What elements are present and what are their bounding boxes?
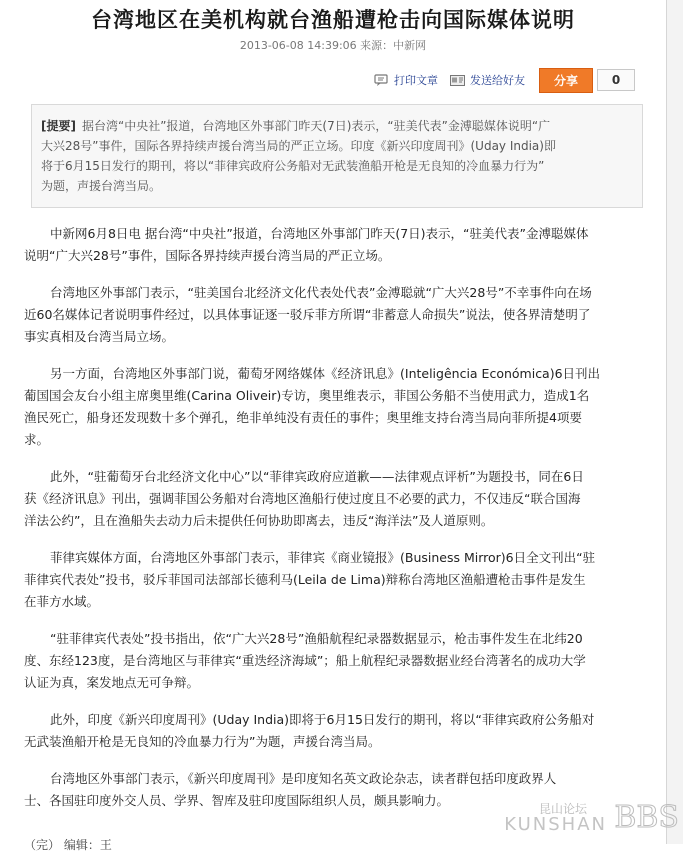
paragraph-line: 菲律宾媒体方面，台湾地区外事部门表示，菲律宾《商业镜报》(Business Mirror)6日全文刊出“驻 [50,550,596,565]
article-footer-line: （完） 编辑：王 [24,838,112,852]
paragraph-line: 台湾地区外事部门表示，“驻美国台北经济文化代表处代表”金溥聪就“广大兴28号”不幸事件向在场 [50,285,592,300]
chat-icon [372,73,390,87]
envelope-icon [448,73,466,87]
paragraph-line: 此外，印度《新兴印度周刊》(Uday India)即将于6月15日发行的期刊，将以“菲律宾政府公务船对 [50,712,595,727]
paragraph-line: 获《经济讯息》刊出，强调菲国公务船对台湾地区渔船行使过度且不必要的武力，不仅违反“联合国海 [24,491,581,506]
article-body [24,223,654,827]
watermark-en: KUNSHAN [504,814,607,835]
article-paragraph [24,363,654,451]
article-title: 台湾地区在美机构就台渔船遭枪击向国际媒体说明 [91,8,575,32]
paragraph-line: 求。 [24,432,50,447]
watermark-cn: 昆山论坛 [538,802,587,816]
watermark-bbs: BBS [614,800,679,835]
paragraph-line: 菲律宾代表处”投书，驳斥菲国司法部部长德利马(Leila de Lima)辩称台湾地区渔船遭枪击事件是发生 [24,572,586,587]
paragraph-line: 另一方面，台湾地区外事部门说，葡萄牙网络媒体《经济讯息》(Inteligência Económica)6日刊出 [50,366,601,381]
forum-watermark [483,798,683,838]
article-paragraph [24,547,654,613]
paragraph-line: “驻菲律宾代表处”投书指出，依“广大兴28号”渔船航程纪录器数据显示，枪击事件发生在北纬20 [50,631,583,646]
article-meta: 2013-06-08 14:39:06 来源：中新网 [239,39,427,52]
article-paragraph [24,223,654,267]
paragraph-line: 度、东经123度，是台湾地区与菲律宾“重迭经济海域”；船上航程纪录器数据业经台湾著名的成功大学 [24,653,586,668]
share-button[interactable]: 分享 [539,68,593,93]
paragraph-line: 无武装渔船开枪是无良知的冷血暴力行为”为题，声援台湾当局。 [24,734,381,749]
summary-line: 大兴28号”事件，国际各界持续声援台湾当局的严正立场。印度《新兴印度周刊》(Uday India)即 [41,139,556,153]
scrollbar-track[interactable] [666,0,683,844]
article-paragraph [24,709,654,753]
paragraph-line: 台湾地区外事部门表示，《新兴印度周刊》是印度知名英文政论杂志，读者群包括印度政界人 [50,771,557,786]
paragraph-line: 洋法公约”，且在渔船失去动力后未提供任何协助即离去，违反“海洋法”及人道原则。 [24,513,494,528]
paragraph-line: 认证为真，案发地点无可争辩。 [24,675,200,690]
paragraph-line: 说明“广大兴28号”事件，国际各界持续声援台湾当局的严正立场。 [24,248,391,263]
article-paragraph [24,628,654,694]
paragraph-line: 近60名媒体记者说明事件经过，以具体事证逐一驳斥菲方所谓“非蓄意人命损失”说法，使各界清楚明了 [24,307,591,322]
article-toolbar [372,68,635,92]
print-article-link[interactable]: 打印文章 [394,74,438,87]
paragraph-line: 渔民死亡，船身还发现数十多个弹孔，绝非单纯没有责任的事件；奥里维支持台湾当局向菲所提4项要 [24,410,582,425]
article-paragraph [24,282,654,348]
summary-tag: [提要] [41,119,76,133]
summary-line: 据台湾“中央社”报道，台湾地区外事部门昨天(7日)表示，“驻美代表”金溥聪媒体说明“广 [81,119,551,133]
paragraph-line: 事实真相及台湾当局立场。 [24,329,175,344]
paragraph-line: 在菲方水域。 [24,594,100,609]
paragraph-line: 葡国国会友台小组主席奥里维(Carina Oliveir)专访，奥里维表示，菲国公务船不当使用武力，造成1名 [24,388,590,403]
summary-line: 将于6月15日发行的期刊，将以“菲律宾政府公务船对无武装渔船开枪是无良知的冷血暴力行为” [41,159,545,173]
summary-line: 为题，声援台湾当局。 [41,179,162,193]
paragraph-line: 中新网6月8日电 据台湾“中央社”报道，台湾地区外事部门昨天(7日)表示，“驻美代表”金溥聪媒体 [50,226,589,241]
article-summary [31,104,643,208]
paragraph-line: 士、各国驻印度外交人员、学界、智库及驻印度国际组织人员，颇具影响力。 [24,793,450,808]
article-paragraph [24,466,654,532]
send-to-friend-link[interactable]: 发送给好友 [470,74,525,87]
paragraph-line: 此外，“驻葡萄牙台北经济文化中心”以“菲律宾政府应道歉——法律观点评析”为题投书，同在6日 [50,469,584,484]
share-count: 0 [597,69,635,91]
